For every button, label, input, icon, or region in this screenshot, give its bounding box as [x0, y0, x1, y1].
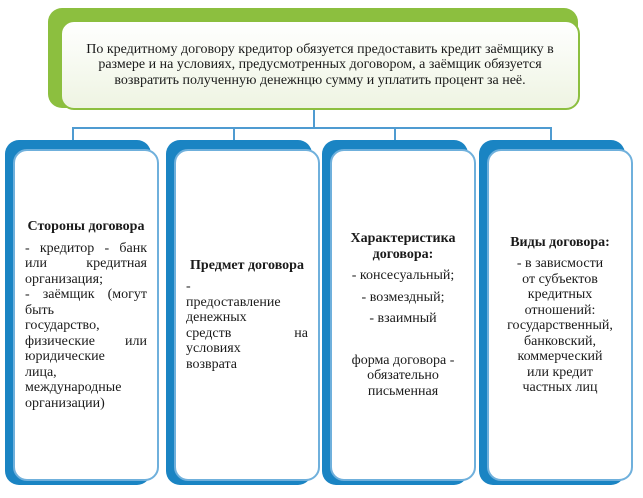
card-subject-line: денежных — [186, 310, 247, 326]
card-subject-line: - — [186, 279, 191, 295]
card-characteristics-title: Характеристика договора: — [350, 231, 456, 262]
card-parties-line: физические или — [25, 333, 147, 349]
card-types-line: банковский, — [524, 333, 596, 349]
card-characteristics-line: - взаимный — [369, 311, 437, 326]
card-parties-line: или кредитная — [25, 256, 147, 271]
card-parties-line: - кредитор - банк — [25, 240, 147, 256]
definition-box — [60, 20, 580, 110]
card-subject-title: Предмет договора — [190, 257, 304, 273]
card-types-line: государственный, — [507, 318, 613, 333]
card-types-line: коммерческий — [517, 349, 603, 364]
card-types-line: - в зависмости — [516, 256, 604, 271]
card-parties-line: государство, — [25, 318, 100, 333]
card-parties-line: организации) — [25, 395, 105, 411]
card-parties-line: юридические — [25, 349, 105, 364]
card-subject-line: средств на — [186, 325, 308, 341]
card-characteristics-line: - возмездный; — [361, 289, 445, 305]
card-parties-line: - заёмщик (могут — [25, 287, 147, 302]
connector-bar — [72, 127, 552, 129]
card-types-line: частных лиц — [522, 380, 598, 395]
card-types-title: Виды договора: — [510, 234, 610, 250]
card-parties-line: быть — [25, 302, 55, 318]
card-subject — [174, 149, 320, 481]
card-characteristics-line: форма договора - — [351, 352, 455, 368]
card-characteristics-line: - консесуальный; — [351, 268, 455, 283]
card-types-line: кредитных — [527, 287, 593, 302]
card-types-line: от субъектов — [522, 271, 598, 287]
card-characteristics-line: обязательно — [367, 368, 439, 383]
card-characteristics-line: письменная — [367, 383, 439, 399]
card-types-line: или кредит — [526, 364, 594, 380]
card-subject-line: возврата — [186, 356, 238, 372]
card-subject-line: предоставление — [186, 294, 281, 310]
card-parties-line: международные — [25, 380, 122, 395]
card-parties-line: лица, — [25, 364, 57, 380]
card-parties-title: Стороны договора — [27, 219, 145, 234]
card-characteristics — [330, 149, 476, 481]
card-parties-line: организация; — [25, 271, 103, 287]
definition-text: По кредитному договору кредитор обязуется предоставить кредит заёмщику в размере и на условиях, предусмотренных договором, а заёмщик обязуется возвратить полученную денежнцю сумму и уплатить процент за неё. — [86, 41, 554, 88]
card-types — [487, 149, 633, 481]
card-subject-line: условиях — [186, 341, 241, 357]
card-parties — [13, 149, 159, 481]
connector-trunk — [313, 110, 315, 127]
card-types-line: отношений: — [524, 302, 596, 318]
